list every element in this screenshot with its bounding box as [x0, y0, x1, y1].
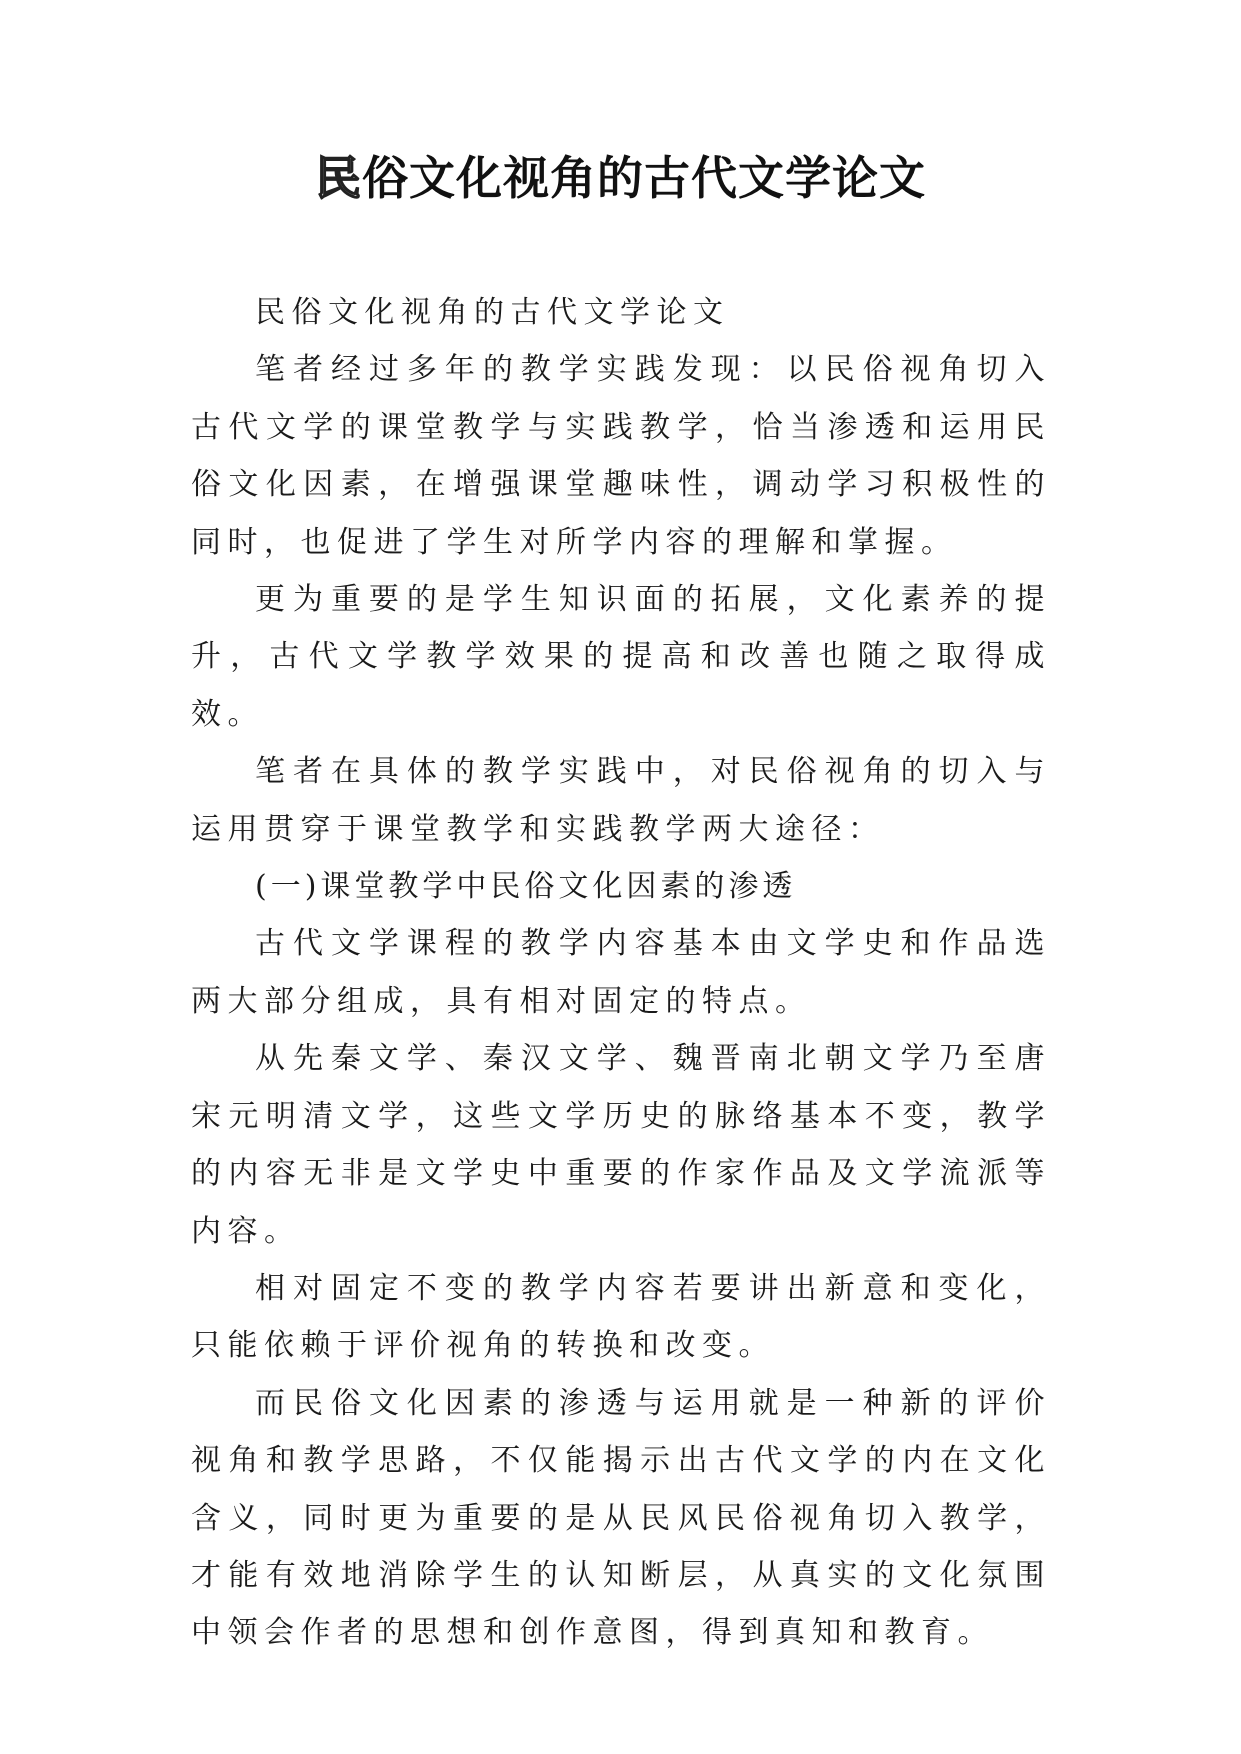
title-text: 俗文化视角的古代文学论文	[362, 151, 926, 205]
title-first-character: 民	[315, 151, 362, 205]
document-body	[191, 284, 1051, 1662]
paragraph: 笔者在具体的教学实践中，对民俗视角的切入与运用贯穿于课堂教学和实践教学两大途径：	[191, 754, 1051, 847]
paragraph: 相对固定不变的教学内容若要讲出新意和变化，只能依赖于评价视角的转换和改变。	[191, 1270, 1051, 1364]
paragraph: 更为重要的是学生知识面的拓展，文化素养的提升，古代文学教学效果的提高和改善也随之取得成效。	[191, 582, 1051, 732]
paragraph: 从先秦文学、秦汉文学、魏晋南北朝文学乃至唐宋元明清文学，这些文学历史的脉络基本不变，教学的内容无非是文学史中重要的作家作品及文学流派等内容。	[191, 1041, 1051, 1249]
page-title	[0, 148, 1241, 208]
section-heading: (一)课堂教学中民俗文化因素的渗透	[255, 869, 797, 905]
paragraph: 笔者经过多年的教学实践发现：以民俗视角切入古代文学的课堂教学与实践教学，恰当渗透和运用民俗文化因素，在增强课堂趣味性，调动学习积极性的同时，也促进了学生对所学内容的理解和掌握。	[191, 352, 1051, 560]
paragraph: 古代文学课程的教学内容基本由文学史和作品选两大部分组成，具有相对固定的特点。	[191, 926, 1051, 1019]
paragraph-subtitle: 民俗文化视角的古代文学论文	[255, 295, 730, 330]
paragraph: 而民俗文化因素的渗透与运用就是一种新的评价视角和教学思路，不仅能揭示出古代文学的内在文化含义，同时更为重要的是从民风民俗视角切入教学，才能有效地消除学生的认知断层，从真实的文化氛围中领会作者的思想和创作意图，得到真知和教育。	[191, 1385, 1051, 1651]
